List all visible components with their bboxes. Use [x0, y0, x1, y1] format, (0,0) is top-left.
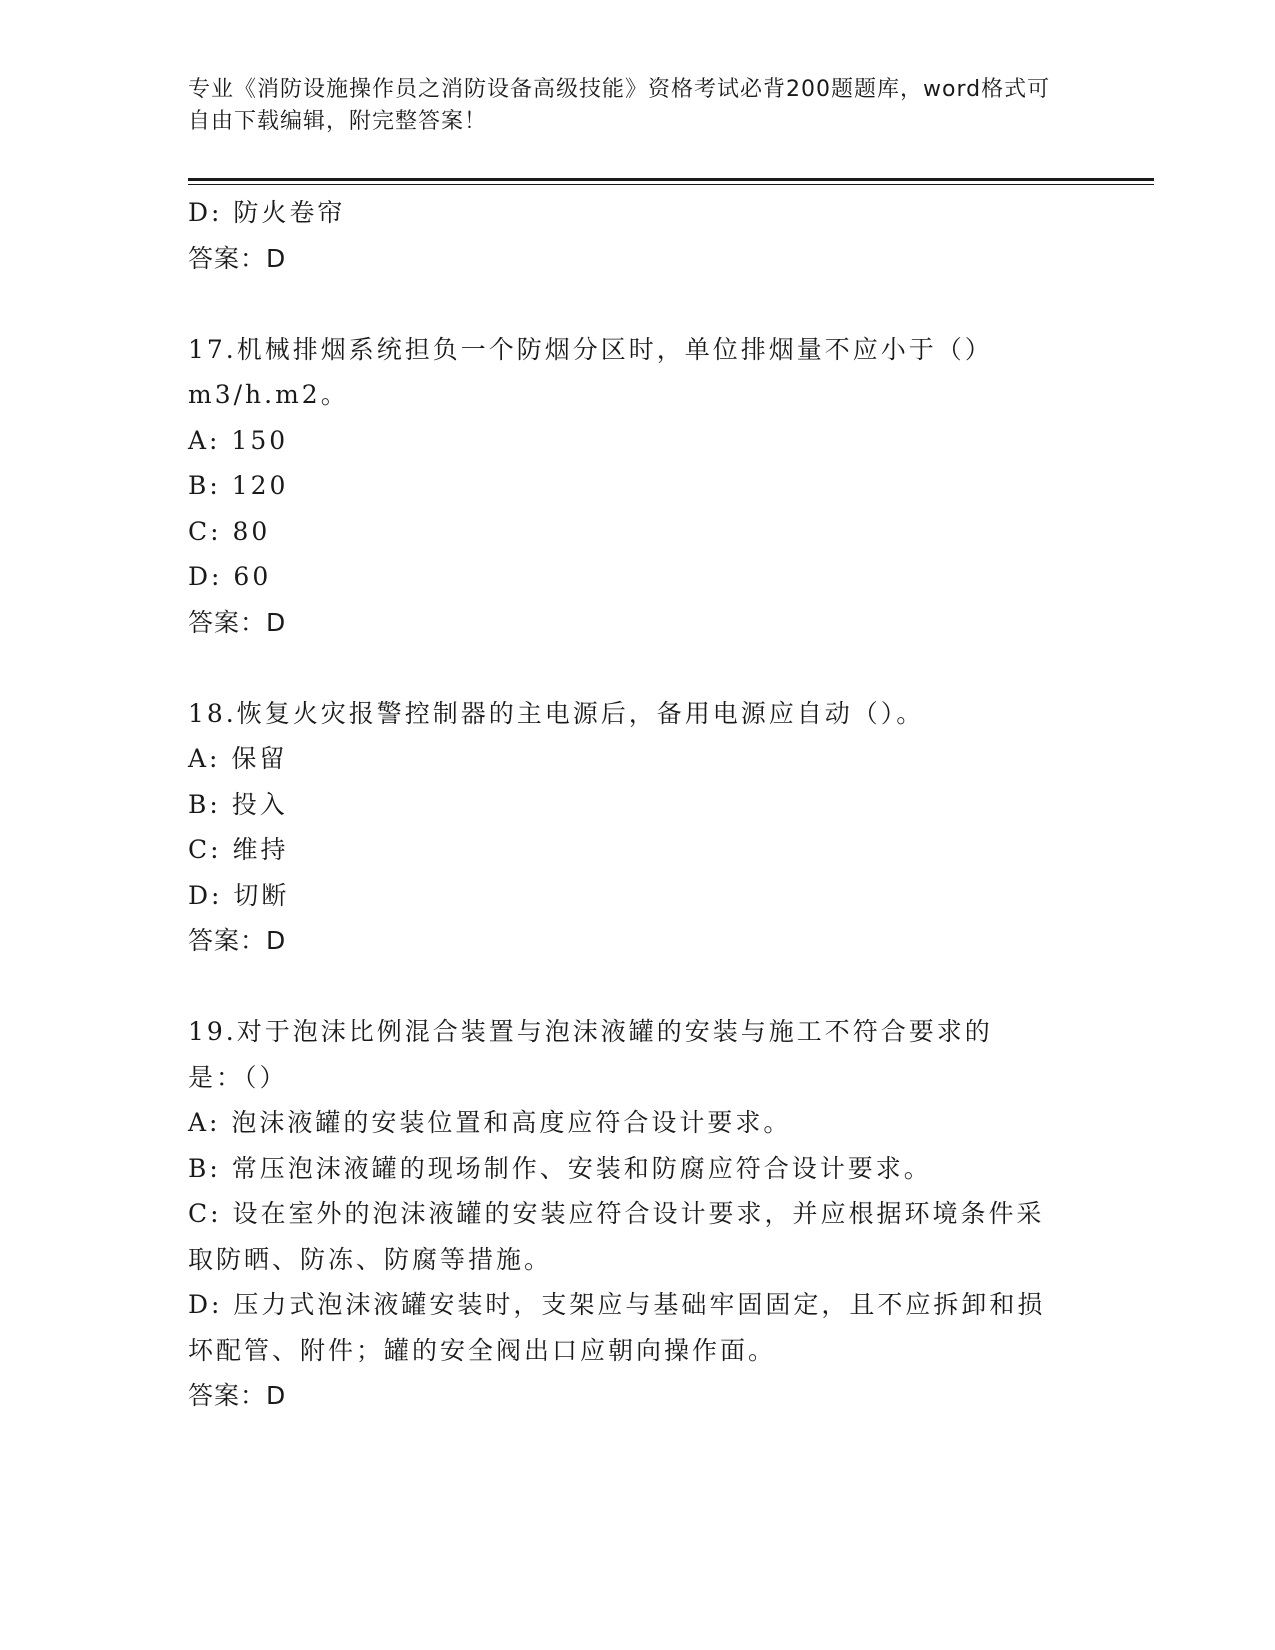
answer: 答案：D — [188, 1381, 287, 1410]
option-d: D: 60 — [188, 562, 272, 591]
option-c: C: 维持 — [188, 835, 289, 864]
question-stem: 19.对于泡沫比例混合装置与泡沫液罐的安装与施工不符合要求的是：（） — [188, 1017, 993, 1092]
question-17 — [188, 327, 1088, 646]
option-c: C: 80 — [188, 516, 271, 546]
question-stem: 17.机械排烟系统担负一个防烟分区时，单位排烟量不应小于（）m3/h.m2。 — [188, 334, 981, 409]
question-19 — [188, 1009, 1088, 1419]
answer: 答案：D — [188, 607, 287, 637]
question-stem: 18.恢复火灾报警控制器的主电源后，备用电源应自动（）。 — [188, 698, 925, 728]
question-list — [188, 190, 1088, 1419]
option-d: D: 切断 — [188, 880, 290, 910]
option-a: A: 保留 — [188, 744, 288, 773]
header-rule-thick — [188, 178, 1154, 181]
question-16 — [188, 190, 1088, 281]
spacer — [188, 645, 1088, 691]
option-a: A: 150 — [188, 425, 289, 455]
option-c: C: 设在室外的泡沫液罐的安装应符合设计要求，并应根据环境条件采取防晒、防冻、防腐等措施。 — [188, 1199, 1045, 1274]
option-d: D: 压力式泡沫液罐安装时，支架应与基础牢固固定，且不应拆卸和损坏配管、附件；罐的安全阀出口应朝向操作面。 — [188, 1290, 1046, 1365]
option-d: D: 防火卷帘 — [188, 198, 346, 227]
option-b: B: 投入 — [188, 789, 288, 819]
answer: 答案：D — [188, 243, 287, 273]
option-b: B: 120 — [188, 471, 289, 500]
spacer — [188, 281, 1088, 327]
option-b: B: 常压泡沫液罐的现场制作、安装和防腐应符合设计要求。 — [188, 1153, 932, 1183]
header-rule-thin — [188, 184, 1154, 185]
spacer — [188, 964, 1088, 1010]
option-a: A: 泡沫液罐的安装位置和高度应符合设计要求。 — [188, 1108, 792, 1137]
answer: 答案：D — [188, 926, 287, 955]
question-18 — [188, 691, 1088, 964]
page-header: 专业《消防设施操作员之消防设备高级技能》资格考试必背200题题库，word格式可自由下载编辑，附完整答案！ — [188, 77, 1051, 134]
